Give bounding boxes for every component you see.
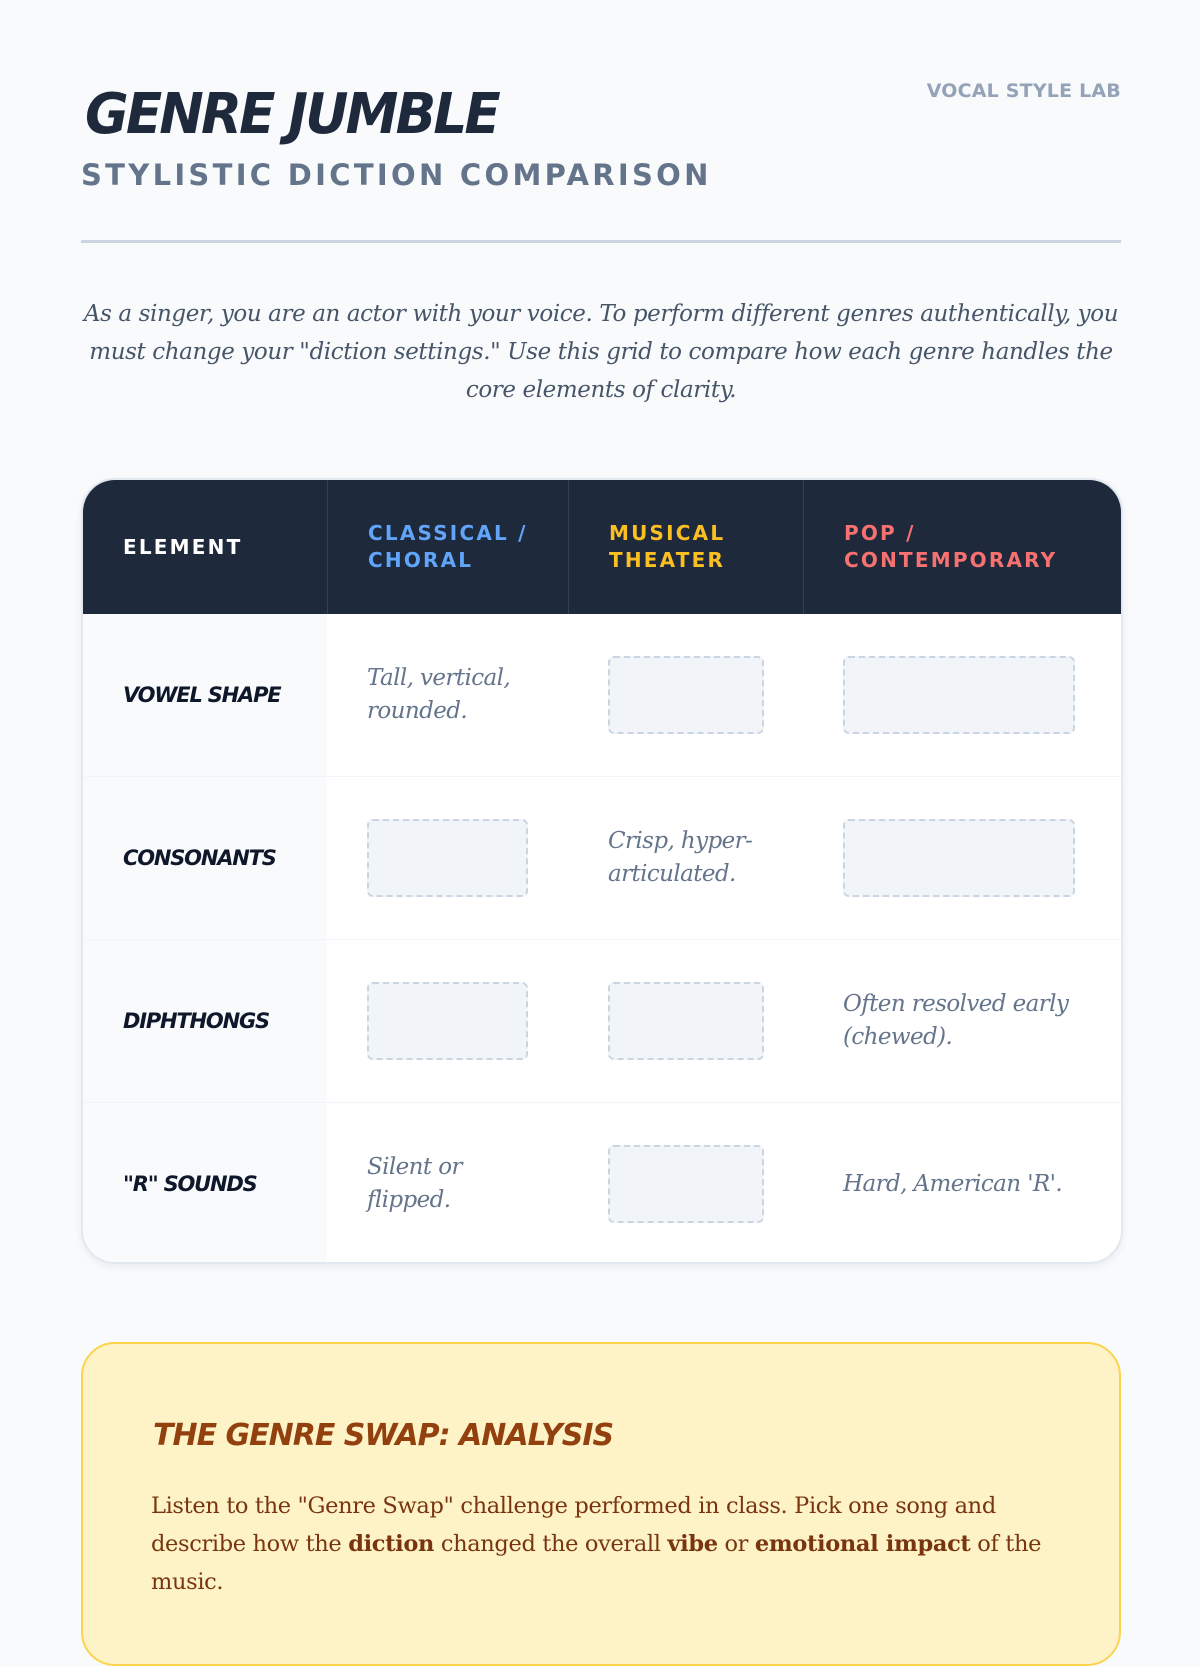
cell-theater <box>568 940 803 1102</box>
diction-comparison-table <box>81 478 1123 1264</box>
cell-text: Hard, American 'R'. <box>843 1170 1063 1197</box>
column-header-musical-theater: MUSICAL THEATER <box>568 480 803 614</box>
analysis-text: or <box>717 1531 755 1557</box>
row-label: CONSONANTS <box>83 777 327 939</box>
cell-theater <box>568 1103 803 1264</box>
answer-blank[interactable] <box>608 656 764 734</box>
answer-blank[interactable] <box>367 819 528 897</box>
analysis-keyword: vibe <box>667 1531 718 1557</box>
cell-text: Tall, vertical, rounded. <box>367 665 511 724</box>
answer-blank[interactable] <box>843 819 1075 897</box>
analysis-title: THE GENRE SWAP: ANALYSIS <box>153 1418 614 1453</box>
analysis-keyword: diction <box>348 1531 435 1557</box>
analysis-text: changed the overall <box>434 1531 668 1557</box>
cell-pop <box>803 777 1121 939</box>
brand-label: VOCAL STYLE LAB <box>926 80 1121 102</box>
cell-pop <box>803 1103 1121 1264</box>
analysis-keyword: emotional impact <box>754 1531 971 1557</box>
page-title: GENRE JUMBLE <box>85 82 498 147</box>
column-header-classical: CLASSICAL / CHORAL <box>327 480 568 614</box>
cell-text: Crisp, hyper-articulated. <box>608 828 753 887</box>
cell-theater <box>568 614 803 776</box>
table-row <box>83 777 1121 939</box>
answer-blank[interactable] <box>367 982 528 1060</box>
table-row <box>83 1103 1121 1264</box>
table-row <box>83 614 1121 776</box>
row-label: "R" SOUNDS <box>83 1103 327 1264</box>
answer-blank[interactable] <box>608 1145 764 1223</box>
cell-classical <box>327 1103 568 1264</box>
analysis-text: Listen to the "Genre Swap" challenge performed in class. Pick one song and describe how the <box>151 1493 996 1557</box>
header-divider <box>81 240 1121 243</box>
intro-text: As a singer, you are an actor with your voice. To perform different genres authentically, you must change your "diction settings." Use this grid to compare how each genre handles the core elements of clarity. <box>83 301 1119 403</box>
column-header-pop: POP / CONTEMPORARY <box>803 480 1121 614</box>
cell-classical <box>327 614 568 776</box>
table-row <box>83 940 1121 1102</box>
genre-swap-analysis-box <box>81 1342 1121 1666</box>
analysis-text: of the music. <box>151 1531 1042 1595</box>
table-header <box>83 480 1121 614</box>
cell-theater <box>568 777 803 939</box>
cell-text: Often resolved early (chewed). <box>843 991 1069 1050</box>
cell-text: Silent or flipped. <box>367 1154 462 1213</box>
answer-blank[interactable] <box>843 656 1075 734</box>
cell-classical <box>327 777 568 939</box>
answer-blank[interactable] <box>608 982 764 1060</box>
cell-classical <box>327 940 568 1102</box>
cell-pop <box>803 940 1121 1102</box>
cell-pop <box>803 614 1121 776</box>
row-label: VOWEL SHAPE <box>83 614 327 776</box>
column-header-element: ELEMENT <box>123 534 243 559</box>
page-subtitle: STYLISTIC DICTION COMPARISON <box>81 158 712 192</box>
analysis-prompt <box>151 1487 1051 1601</box>
row-label: DIPHTHONGS <box>83 940 327 1102</box>
